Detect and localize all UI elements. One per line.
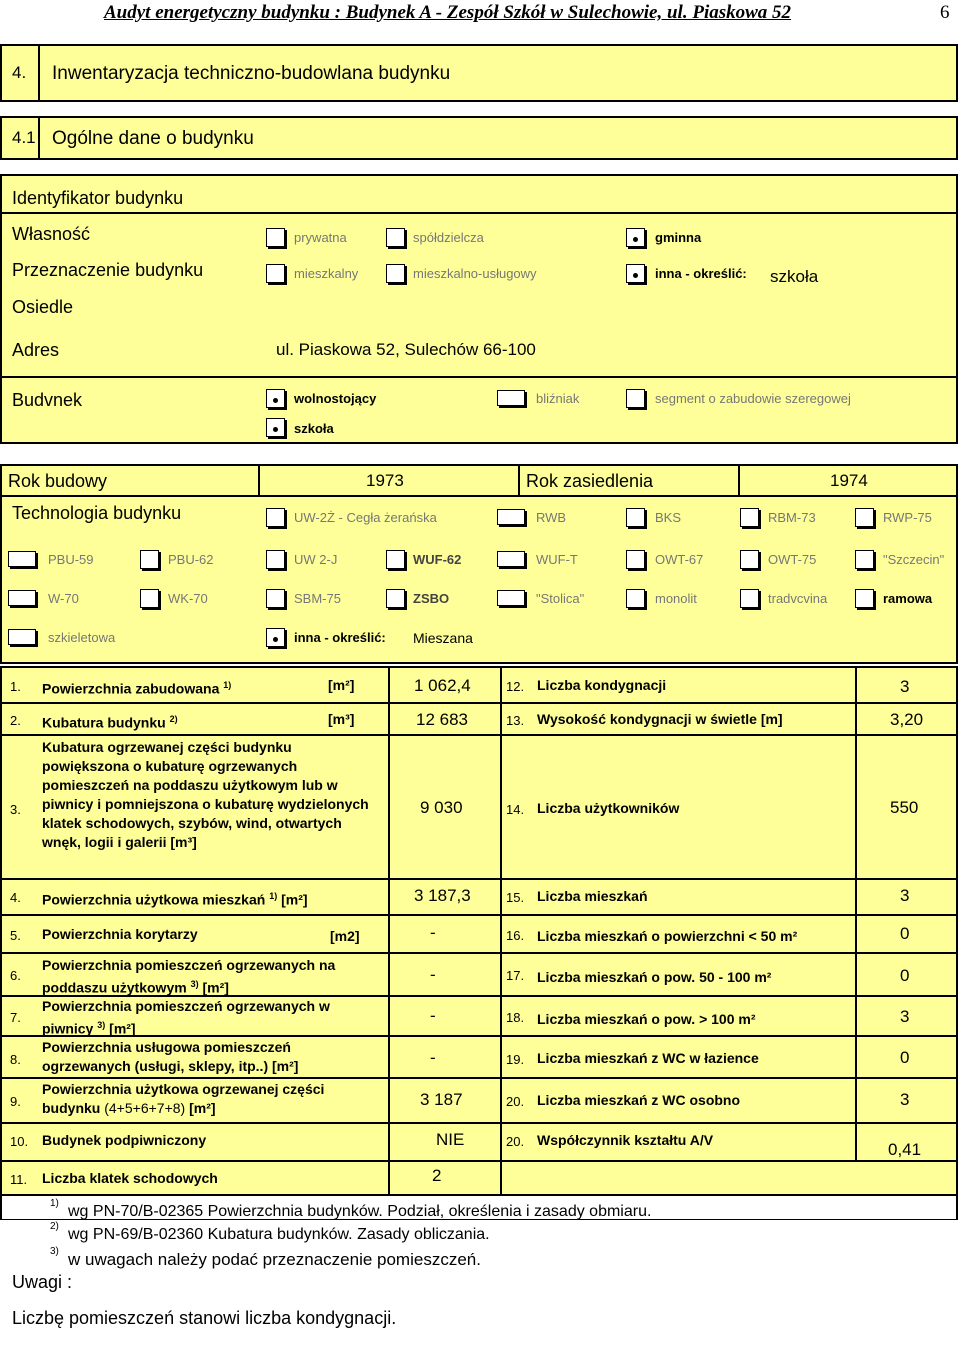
item-number: 4. [10, 890, 21, 905]
address-value: ul. Piaskowa 52, Sulechów 66-100 [276, 340, 536, 359]
divider [500, 1122, 958, 1124]
tech-checkbox[interactable] [140, 589, 159, 608]
item-number: 20. [506, 1134, 525, 1149]
tech-checkbox[interactable] [497, 590, 525, 606]
uwagi-text: Liczbę pomieszczeń stanowi liczba kondygnacji. [12, 1308, 397, 1328]
divider [388, 666, 390, 1196]
item-number: 17. [506, 968, 525, 983]
divider [738, 464, 740, 495]
divider [0, 734, 500, 736]
option-label: mieszkalny [294, 266, 359, 281]
checkbox-wolnostojacy[interactable] [266, 389, 285, 408]
divider [500, 666, 502, 1196]
tech-option: RBM-73 [768, 510, 816, 525]
item-value: 550 [890, 798, 919, 817]
divider [500, 914, 958, 916]
tech-option: RWP-75 [883, 510, 932, 525]
tech-option: SBM-75 [294, 591, 341, 606]
option-label: gminna [655, 230, 702, 245]
item-unit: [m2] [330, 928, 360, 944]
item-value: - [430, 965, 436, 984]
checkbox-prywatna[interactable] [266, 228, 285, 247]
option-label: bliźniak [536, 391, 580, 406]
przeznaczenie-label: Przeznaczenie budynku [12, 260, 204, 280]
checkbox-mieszkalny[interactable] [266, 264, 285, 283]
rok-zasiedlenia-label: Rok zasiedlenia [526, 471, 654, 491]
tech-option: UW-2Ż - Cegła żerańska [294, 510, 437, 525]
item-value: 3,20 [890, 710, 924, 729]
item-label: Liczba klatek schodowych [42, 1170, 218, 1186]
section-41-heading [0, 116, 958, 160]
item-number: 8. [10, 1052, 21, 1067]
divider [0, 1122, 500, 1124]
tech-checkbox[interactable] [140, 550, 159, 569]
item-label: Powierzchnia pomieszczeń ogrzewanych w piwnicy $^{3)}$ [m²] [42, 998, 330, 1037]
tech-checkbox[interactable] [855, 550, 874, 569]
item-number: 6. [10, 968, 21, 983]
tech-checkbox[interactable] [626, 589, 645, 608]
item-number: 2. [10, 713, 21, 728]
divider [855, 666, 857, 1160]
item-number: 16. [506, 928, 525, 943]
item-unit: [m³] [328, 711, 355, 727]
item-label: Powierzchnia pomieszczeń ogrzewanych na poddaszu użytkowym $^{3)}$ [m²] [42, 957, 336, 996]
wlasnosc-label: Własność [12, 224, 91, 244]
item-label: Kubatura budynku $^{2)}$ [42, 714, 178, 731]
item-value: 3 187 [420, 1090, 463, 1109]
checkbox-inna[interactable] [626, 264, 645, 283]
item-value: - [430, 1048, 436, 1067]
tech-checkbox[interactable] [266, 508, 285, 527]
tech-option: ramowa [883, 591, 933, 606]
item-number: 19. [506, 1052, 525, 1067]
item-value: 3 [900, 1007, 910, 1026]
tech-checkbox[interactable] [497, 551, 525, 567]
item-number: 10. [10, 1134, 29, 1149]
footnote-text: wg PN-70/B-02365 Powierzchnia budynków. Podział, określenia i zasady obmiaru. [68, 1203, 652, 1220]
checkbox-mieszkalno-uslugowy[interactable] [386, 264, 405, 283]
item-number: 9. [10, 1094, 21, 1109]
footnote-text: wg PN-69/B-02360 Kubatura budynków. Zasady obliczania. [68, 1226, 490, 1243]
item-label: Liczba mieszkań z WC w łazience [537, 1050, 759, 1066]
item-value: 0,41 [888, 1140, 922, 1159]
item-label: Współczynnik kształtu A/V [537, 1132, 714, 1148]
tech-option: RWB [536, 510, 567, 525]
tech-checkbox[interactable] [8, 551, 36, 567]
item-value: 0 [900, 966, 910, 985]
tech-other-value: Mieszana [413, 630, 473, 646]
tech-option: "Szczecin" [883, 552, 945, 567]
uwagi-label: Uwagi : [12, 1272, 73, 1292]
tech-option: PBU-62 [168, 552, 214, 567]
item-label: Powierzchnia usługowa pomieszczeń ogrzewanych (usługi, sklepy, itp..) [m²] [42, 1039, 299, 1074]
item-value: 3 [900, 886, 910, 905]
item-label: Liczba mieszkań [537, 888, 648, 904]
tech-option: OWT-67 [655, 552, 704, 567]
tech-checkbox[interactable] [8, 590, 36, 606]
tech-option: WK-70 [168, 591, 208, 606]
item-label: Liczba mieszkań o pow. 50 - 100 m² [537, 969, 772, 985]
rok-budowy-value: 1973 [366, 471, 404, 490]
option-label: wolnostojący [294, 391, 377, 406]
tech-option: W-70 [48, 591, 79, 606]
technologia-label: Technologia budynku [12, 503, 182, 523]
tech-checkbox[interactable] [740, 508, 759, 527]
divider [0, 1160, 500, 1162]
tech-option: szkieletowa [48, 630, 116, 645]
divider [500, 702, 958, 704]
item-value: 1 062,4 [414, 676, 471, 695]
divider [0, 952, 500, 954]
divider [500, 1160, 958, 1162]
item-label: Liczba mieszkań o powierzchni < 50 m² [537, 928, 798, 944]
option-label: prywatna [294, 230, 347, 245]
item-value: - [430, 1006, 436, 1025]
checkbox-gminna[interactable] [626, 228, 645, 247]
tech-option: UW 2-J [294, 552, 338, 567]
divider [500, 734, 958, 736]
tech-option: monolit [655, 591, 697, 606]
tech-option: BKS [655, 510, 682, 525]
section-number: 4.1 [2, 118, 40, 158]
tech-option: "Stolica" [536, 591, 585, 606]
tech-option: OWT-75 [768, 552, 817, 567]
tech-option: inna - określić: [294, 630, 386, 645]
divider [500, 1077, 958, 1079]
tech-checkbox[interactable] [855, 508, 874, 527]
section-4-heading [0, 44, 958, 102]
divider [258, 464, 260, 495]
item-value: 9 030 [420, 798, 463, 817]
option-label: spółdzielcza [413, 230, 484, 245]
item-number: 20. [506, 1094, 525, 1109]
tech-checkbox[interactable] [855, 589, 874, 608]
item-label: Kubatura ogrzewanej części budynku powiększona o kubaturę ogrzewanych pomieszczeń na poddaszu użytkowym lub w piwnicy i pomniejszona o kubaturę wydzielonych klatek schodowych, szybów, wind, otwartych wnęk, logii i galerii [m³] [42, 739, 369, 850]
tech-option: tradvcvina [768, 591, 828, 606]
rok-budowy-label: Rok budowy [8, 471, 108, 491]
tech-option: WUF-62 [413, 552, 462, 567]
tech-checkbox[interactable] [740, 550, 759, 569]
item-label: Liczba mieszkań z WC osobno [537, 1092, 741, 1108]
tech-option: PBU-59 [48, 552, 94, 567]
page-header [0, 0, 960, 30]
item-value: 3 [900, 1090, 910, 1109]
item-value: 12 683 [416, 710, 468, 729]
footnote-marker: 1) [50, 1198, 59, 1209]
tech-option: WUF-T [536, 552, 578, 567]
checkbox-segment[interactable] [626, 389, 645, 408]
item-number: 13. [506, 713, 525, 728]
item-number: 1. [10, 679, 21, 694]
item-value: - [430, 923, 436, 942]
adres-label: Adres [12, 340, 60, 360]
tech-checkbox[interactable] [266, 589, 285, 608]
divider [518, 464, 520, 495]
page-number: 6 [940, 2, 950, 23]
checkbox-spoldzielcza[interactable] [386, 228, 405, 247]
item-number: 18. [506, 1010, 525, 1025]
tech-checkbox-inna[interactable] [266, 628, 285, 647]
section-number: 4. [2, 46, 40, 100]
divider [0, 212, 958, 214]
item-unit: [m²] [328, 677, 355, 693]
item-number: 12. [506, 679, 525, 694]
budynek-label: Budvnek [12, 390, 83, 410]
divider [500, 1035, 958, 1037]
item-number: 11. [10, 1172, 28, 1187]
tech-checkbox[interactable] [740, 589, 759, 608]
tech-checkbox[interactable] [266, 550, 285, 569]
divider [500, 878, 958, 880]
footnote-text: w uwagach należy podać przeznaczenie pomieszczeń. [68, 1250, 481, 1269]
checkbox-blizniak[interactable] [497, 390, 525, 406]
tech-checkbox[interactable] [497, 509, 525, 525]
item-label: Wysokość kondygnacji w świetle [m] [537, 711, 783, 727]
item-number: 14. [506, 802, 525, 817]
item-number: 7. [10, 1010, 21, 1025]
divider [500, 995, 958, 997]
tech-checkbox[interactable] [386, 589, 405, 608]
item-value: 2 [432, 1166, 442, 1185]
document-title: Audyt energetyczny budynku : Budynek A - Zespół Szkół w Sulechowie, ul. Piaskowa 52 [104, 2, 792, 23]
section-title: Inwentaryzacja techniczno-budowlana budynku [52, 63, 451, 84]
checkbox-szkola[interactable] [266, 418, 285, 437]
option-label: mieszkalno-usługowy [413, 266, 537, 281]
item-label: Powierzchnia korytarzy [42, 926, 198, 942]
option-label: inna - określić: [655, 266, 747, 281]
divider [0, 914, 500, 916]
item-number: 3. [10, 802, 21, 817]
footnote-marker: 2) [50, 1221, 59, 1232]
divider [500, 952, 958, 954]
tech-checkbox[interactable] [626, 550, 645, 569]
option-label: szkoła [294, 421, 334, 436]
item-value: 0 [900, 1048, 910, 1067]
divider [0, 376, 958, 378]
tech-checkbox[interactable] [8, 629, 36, 645]
rok-zasiedlenia-value: 1974 [830, 471, 868, 490]
item-label: Powierzchnia użytkowa ogrzewanej części budynku (4+5+6+7+8) [m²] [42, 1081, 325, 1116]
item-number: 5. [10, 928, 21, 943]
item-label: Liczba mieszkań o pow. > 100 m² [537, 1011, 756, 1027]
footnote-marker: 3) [50, 1246, 59, 1257]
item-label: Liczba kondygnacji [537, 677, 667, 693]
tech-option: ZSBO [413, 591, 450, 606]
item-value: 3 187,3 [414, 886, 471, 905]
divider [0, 1077, 500, 1079]
item-value: 0 [900, 924, 910, 943]
item-value: NIE [436, 1130, 465, 1149]
item-label: Budynek podpiwniczony [42, 1132, 207, 1148]
tech-checkbox[interactable] [386, 550, 405, 569]
divider [0, 495, 958, 497]
item-label: Powierzchnia użytkowa mieszkań $^{1)}$ [m²] [42, 891, 308, 908]
item-value: 3 [900, 677, 910, 696]
divider [0, 702, 500, 704]
divider [0, 878, 500, 880]
item-label: Liczba użytkowników [537, 800, 680, 816]
identyfikator-label: Identyfikator budynku [12, 188, 184, 208]
section-title: Ogólne dane o budynku [52, 128, 254, 149]
purpose-value: szkoła [770, 267, 819, 286]
osiedle-label: Osiedle [12, 297, 74, 317]
tech-checkbox[interactable] [626, 508, 645, 527]
item-number: 15. [506, 890, 525, 905]
item-label: Powierzchnia zabudowana $^{1)}$ [42, 680, 232, 697]
option-label: segment o zabudowie szeregowej [655, 391, 851, 406]
